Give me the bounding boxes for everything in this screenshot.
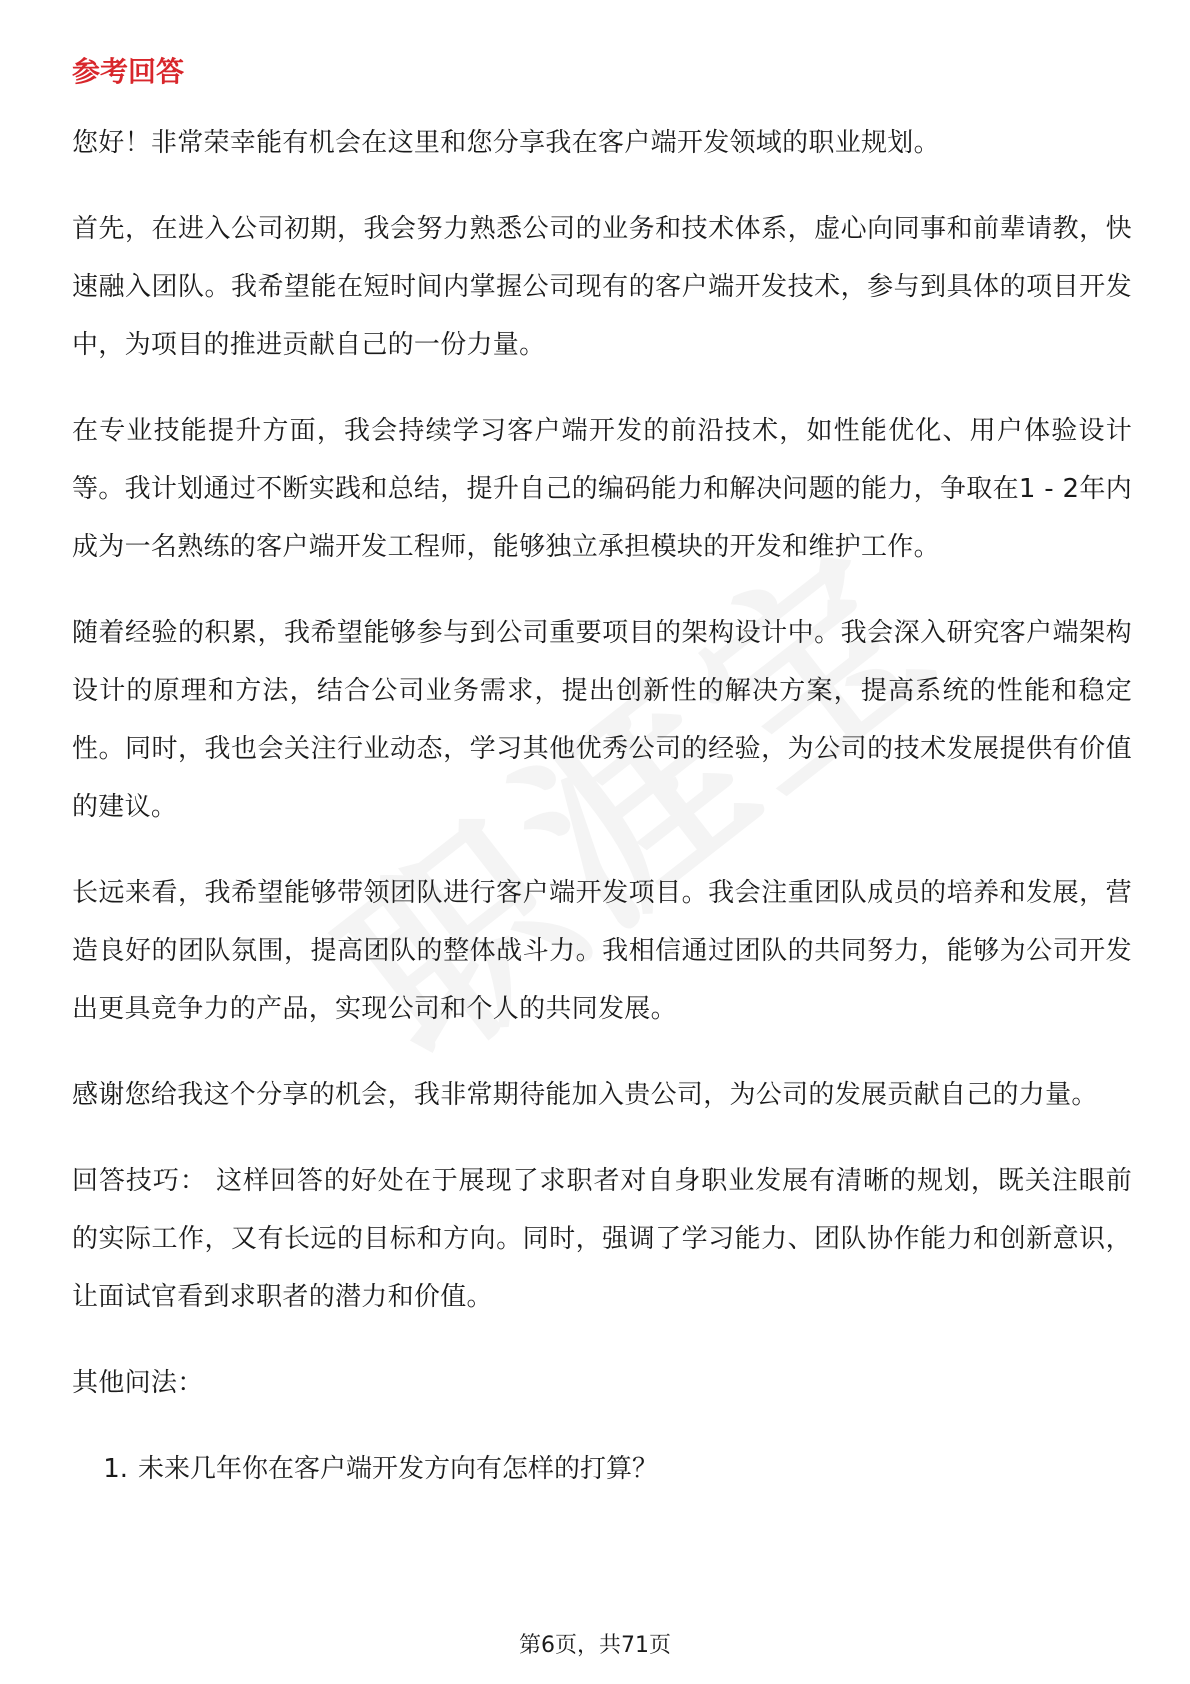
paragraph-answer-tips: 回答技巧： 这样回答的好处在于展现了求职者对自身职业发展有清晰的规划，既关注眼前的实际工作，又有长远的目标和方向。同时，强调了学习能力、团队协作能力和创新意识，让面试官看到求职者的潜力和价值。 xyxy=(72,1166,1132,1312)
other-questions-list xyxy=(72,1440,1132,1498)
paragraph-architecture: 随着经验的积累，我希望能够参与到公司重要项目的架构设计中。我会深入研究客户端架构设计的原理和方法，结合公司业务需求，提出创新性的解决方案，提高系统的性能和稳定性。同时，我也会关注行业动态，学习其他优秀公司的经验，为公司的技术发展提供有价值的建议。 xyxy=(72,618,1132,822)
paragraph-skill-growth: 在专业技能提升方面，我会持续学习客户端开发的前沿技术，如性能优化、用户体验设计等。我计划通过不断实践和总结，提升自己的编码能力和解决问题的能力，争取在1 - 2年内成为一名熟练的客户端开发工程师，能够独立承担模块的开发和维护工作。 xyxy=(72,416,1132,562)
paragraph-early-stage: 首先，在进入公司初期，我会努力熟悉公司的业务和技术体系，虚心向同事和前辈请教，快速融入团队。我希望能在短时间内掌握公司现有的客户端开发技术，参与到具体的项目开发中，为项目的推进贡献自己的一份力量。 xyxy=(72,214,1132,360)
paragraph-greeting: 您好！非常荣幸能有机会在这里和您分享我在客户端开发领域的职业规划。 xyxy=(72,128,940,158)
other-questions-label: 其他问法： xyxy=(72,1368,204,1398)
paragraph-thanks: 感谢您给我这个分享的机会，我非常期待能加入贵公司，为公司的发展贡献自己的力量。 xyxy=(72,1080,1098,1110)
section-heading: 参考回答 xyxy=(72,55,185,88)
list-item-number: 1. xyxy=(103,1454,128,1484)
list-item-text: 未来几年你在客户端开发方向有怎样的打算？ xyxy=(138,1454,659,1484)
page-footer: 第6页，共71页 xyxy=(519,1633,671,1658)
list-item xyxy=(72,1440,1132,1498)
paragraph-long-term: 长远来看，我希望能够带领团队进行客户端开发项目。我会注重团队成员的培养和发展，营造良好的团队氛围，提高团队的整体战斗力。我相信通过团队的共同努力，能够为公司开发出更具竞争力的产品，实现公司和个人的共同发展。 xyxy=(72,878,1132,1024)
document-body xyxy=(72,44,1132,1498)
